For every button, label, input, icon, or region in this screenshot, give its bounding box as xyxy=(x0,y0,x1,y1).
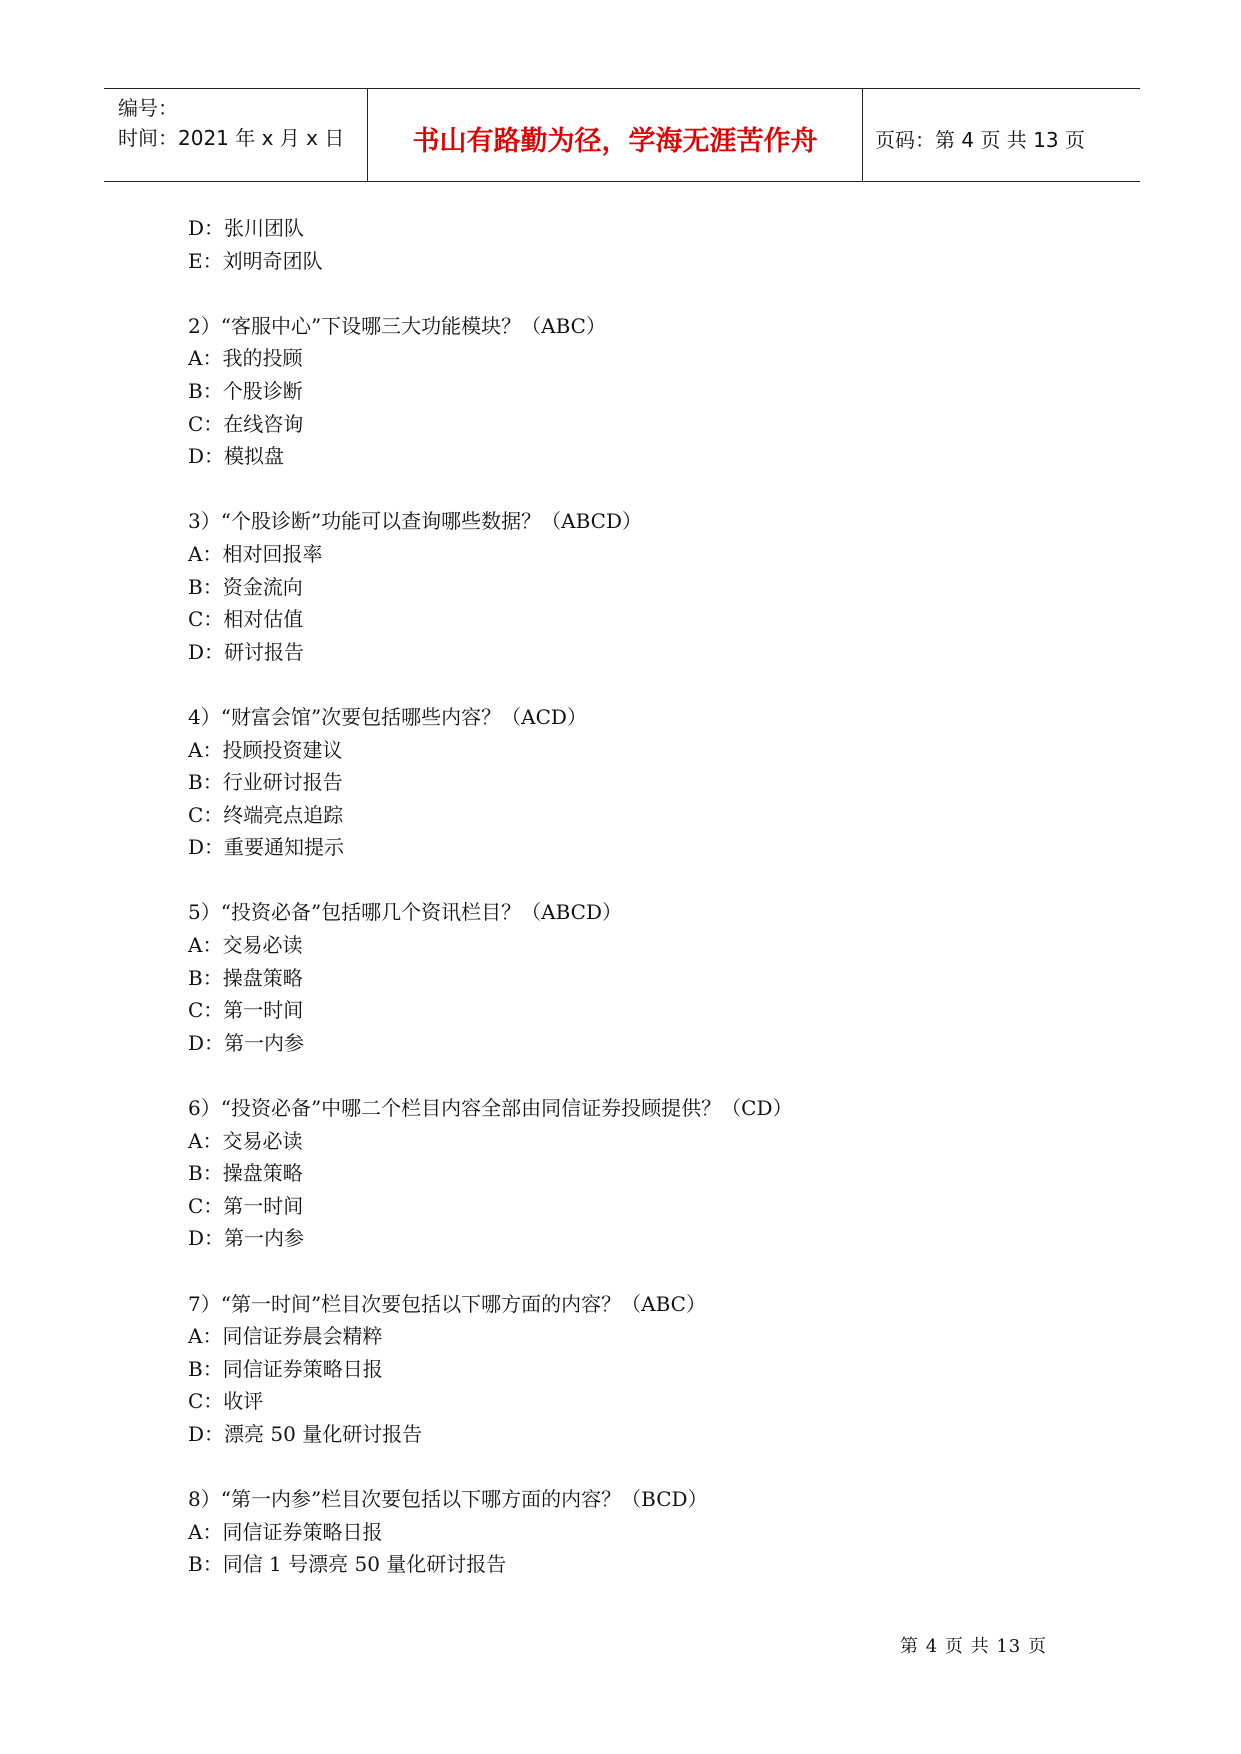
question-line: 3）“个股诊断”功能可以查询哪些数据？（ABCD） xyxy=(188,509,643,534)
option-line: C：相对估值 xyxy=(188,607,304,632)
option-line: B：资金流向 xyxy=(188,574,303,599)
question-block-6 xyxy=(188,1092,1088,1255)
option-line: B：行业研讨报告 xyxy=(188,770,343,795)
option-line: A：相对回报率 xyxy=(188,541,323,566)
footer-page-number: 第 4 页 共 13 页 xyxy=(900,1636,1047,1657)
time-label: 时间：2021 年 x 月 x 日 xyxy=(118,126,345,150)
option-line: D：重要通知提示 xyxy=(188,835,345,860)
header-motto-cell xyxy=(368,89,863,181)
question-block-7 xyxy=(188,1288,1088,1451)
option-line: D：张川团队 xyxy=(188,216,305,240)
question-block-8 xyxy=(188,1483,1088,1581)
question-block-tail xyxy=(188,212,1088,277)
option-line: D：漂亮 50 量化研讨报告 xyxy=(188,1421,423,1446)
option-line: B：个股诊断 xyxy=(188,378,303,403)
page-footer xyxy=(900,1632,1047,1658)
option-line: C：第一时间 xyxy=(188,1193,304,1218)
document-body xyxy=(188,212,1088,1614)
option-line: C：在线咨询 xyxy=(188,411,304,436)
question-block-2 xyxy=(188,310,1088,473)
option-line: D：模拟盘 xyxy=(188,444,285,469)
header-page-cell xyxy=(863,89,1140,181)
option-line: A：交易必读 xyxy=(188,1128,303,1153)
option-line: A：投顾投资建议 xyxy=(188,737,343,762)
option-line: D：第一内参 xyxy=(188,1030,305,1055)
question-line: 7）“第一时间”栏目次要包括以下哪方面的内容？（ABC） xyxy=(188,1291,706,1316)
question-block-5 xyxy=(188,896,1088,1059)
option-line: D：研讨报告 xyxy=(188,639,305,664)
option-line: A：同信证券晨会精粹 xyxy=(188,1324,383,1349)
question-block-4 xyxy=(188,701,1088,864)
option-line: C：终端亮点追踪 xyxy=(188,802,344,827)
option-line: B：同信证券策略日报 xyxy=(188,1356,383,1381)
option-line: B：操盘策略 xyxy=(188,965,303,990)
motto-text: 书山有路勤为径，学海无涯苦作舟 xyxy=(412,125,818,157)
question-line: 5）“投资必备”包括哪几个资讯栏目？（ABCD） xyxy=(188,900,623,925)
number-label: 编号： xyxy=(118,96,178,120)
option-line: E：刘明奇团队 xyxy=(188,248,323,273)
question-line: 6）“投资必备”中哪二个栏目内容全部由同信证券投顾提供？（CD） xyxy=(188,1096,793,1121)
option-line: C：收评 xyxy=(188,1389,264,1414)
option-line: B：操盘策略 xyxy=(188,1161,303,1186)
question-line: 8）“第一内参”栏目次要包括以下哪方面的内容？（BCD） xyxy=(188,1487,708,1512)
option-line: C：第一时间 xyxy=(188,998,304,1023)
question-block-3 xyxy=(188,505,1088,668)
option-line: A：交易必读 xyxy=(188,933,303,958)
option-line: A：同信证券策略日报 xyxy=(188,1519,383,1544)
question-line: 4）“财富会馆”次要包括哪些内容？（ACD） xyxy=(188,704,587,729)
option-line: D：第一内参 xyxy=(188,1226,305,1251)
header-info-cell xyxy=(104,89,368,181)
question-line: 2）“客服中心”下设哪三大功能模块？（ABC） xyxy=(188,313,606,338)
page-header xyxy=(104,88,1140,182)
page-code: 页码：第 4 页 共 13 页 xyxy=(875,127,1085,152)
option-line: A：我的投顾 xyxy=(188,346,303,371)
option-line: B：同信 1 号漂亮 50 量化研讨报告 xyxy=(188,1552,507,1577)
